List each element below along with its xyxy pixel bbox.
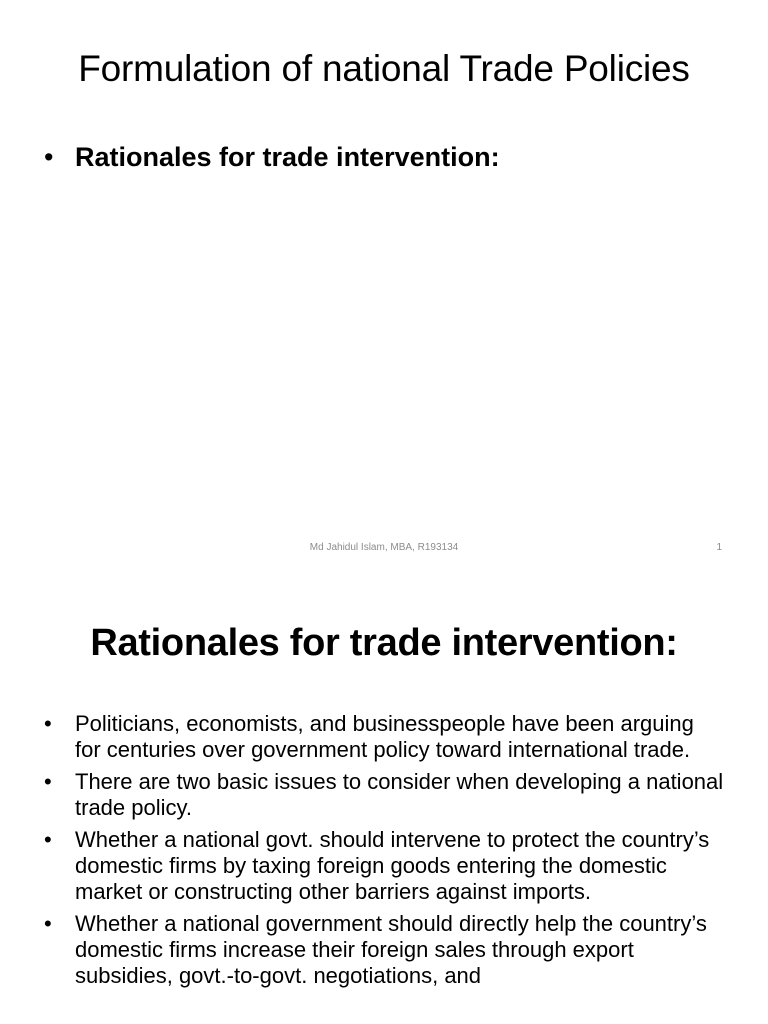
bullet-marker: •: [44, 769, 52, 794]
bullet-text: Rationales for trade intervention:: [75, 142, 500, 172]
bullet-item: [44, 827, 724, 905]
slide-footer: Md Jahidul Islam, MBA, R193134: [309, 542, 459, 553]
bullet-text: Politicians, economists, and businesspeople have been arguing for centuries over government policy toward international trade.: [75, 711, 694, 762]
bullet-item: [44, 911, 724, 989]
bullet-marker: •: [44, 911, 52, 936]
bullet-list: [44, 711, 724, 995]
bullet-marker: •: [44, 827, 52, 852]
bullet-text: Whether a national government should directly help the country’s domestic firms increase their foreign sales through export subsidies, govt.-to-govt. negotiations, and: [75, 911, 707, 988]
bullet-item: [44, 769, 724, 821]
bullet-marker: •: [44, 142, 54, 172]
slide-bullet: [44, 142, 500, 173]
bullet-marker: •: [44, 711, 52, 736]
bullet-text: There are two basic issues to consider when developing a national trade policy.: [75, 769, 724, 820]
slide-title: Formulation of national Trade Policies: [78, 48, 690, 89]
bullet-text: Whether a national govt. should intervene to protect the country’s domestic firms by taxing foreign goods entering the domestic market or constructing other barriers against imports.: [75, 827, 710, 904]
bullet-item: [44, 711, 724, 763]
slide-2: [0, 590, 768, 1024]
page-number: 1: [716, 542, 722, 553]
slide-title: Rationales for trade intervention:: [90, 622, 678, 664]
